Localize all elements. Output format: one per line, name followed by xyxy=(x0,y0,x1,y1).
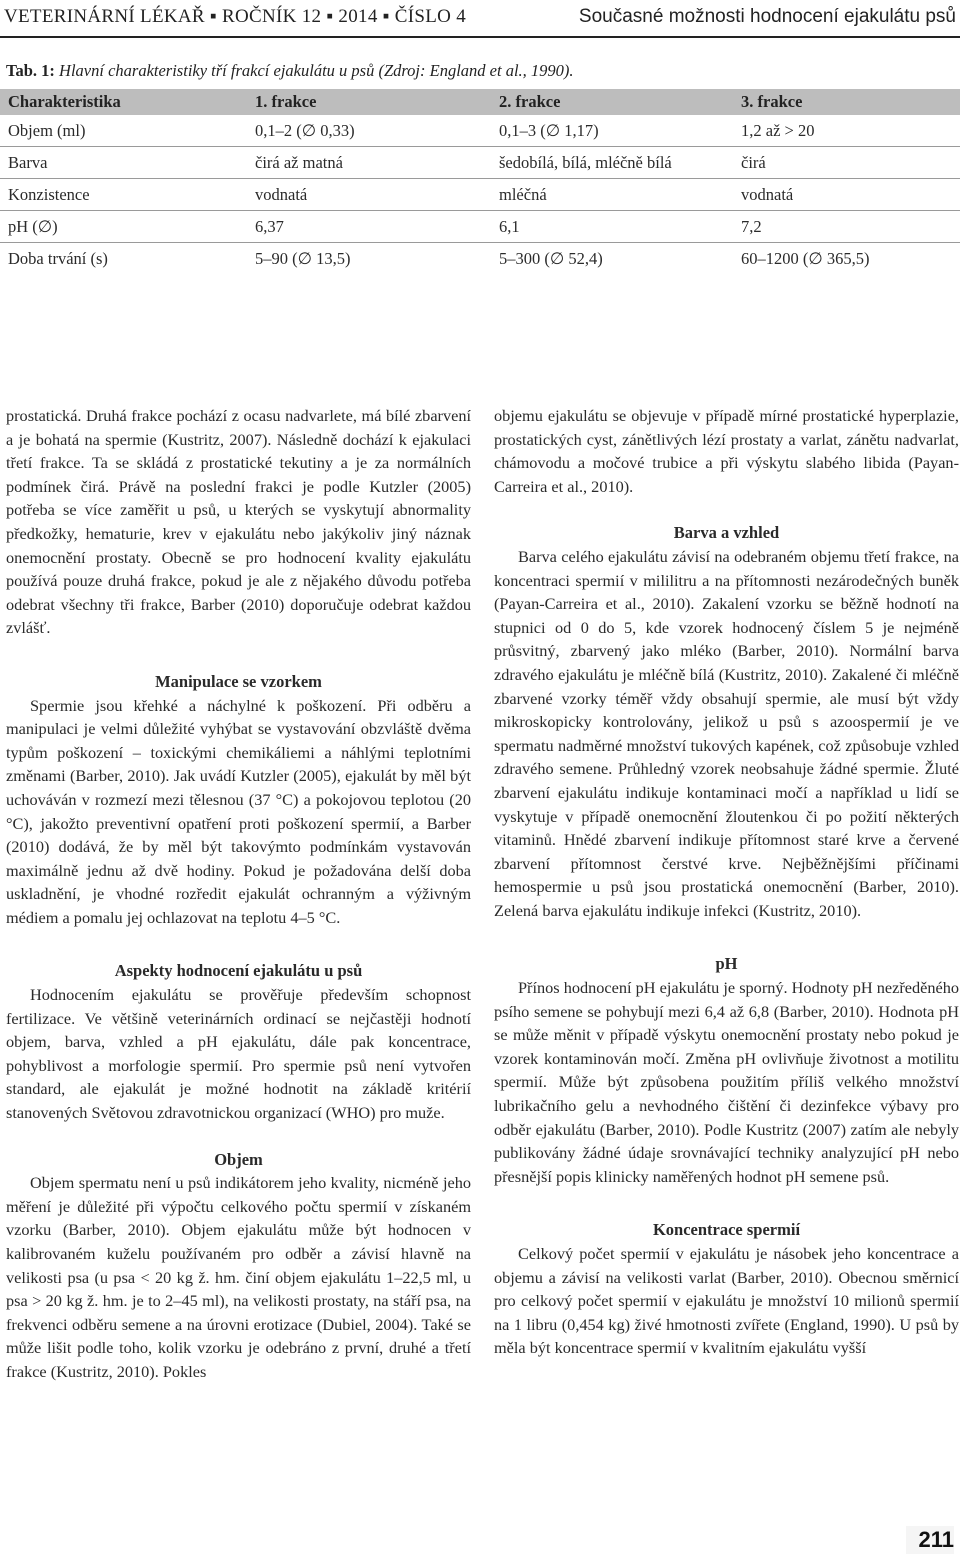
paragraph: Celkový počet spermií v ejakulátu je násobek jeho koncentrace a objemu a závisí na velikosti varlat (Barber, 2010). Obecnou směrnicí pro celkový počet spermií v ejakulátu je množství 10 milionů spermií na 1 libru (0,454 kg) živé hmotnosti zvířete (England, 1990). U psů by měla být koncentrace spermií v kvalitním ejakulátu vyšší xyxy=(494,1244,959,1358)
table-header-cell: 1. frakce xyxy=(247,89,491,115)
characteristics-table xyxy=(0,89,960,274)
table-cell: 5–300 (∅ 52,4) xyxy=(499,248,603,268)
table-row xyxy=(0,243,960,275)
table-cell: 6,1 xyxy=(491,211,733,243)
table-caption xyxy=(6,61,574,81)
paragraph: Hodnocením ejakulátu se prověřuje především schopnost fertilizace. Ve většině veterinárních ordinací se nejčastěji hodnotí objem, barva, vzhled a pH ejakulátu, dále pak koncentrace, pohyblivost a morfologie spermií. Pro spermie psů není vytvořen standard, ale ejakulát je možné hodnotit na základě kritérií stanovených Světovou zdravotnickou organizací (WHO) pro muže. xyxy=(6,985,471,1123)
section-heading: Barva a vzhled xyxy=(673,523,780,543)
paragraph: prostatická. Druhá frakce pochází z ocasu nadvarlete, má bílé zbarvení a je bohatá na spermie (Kustritz, 2007). Následně dochází k ejakulaci třetí frakce. Ta se skládá z prostatické tekutiny a je za normálních podmínek čirá. Právě na poslední frakci je podle Kutzler (2005) potřeba se více zaměřit u psů, u kterých se vyskytují abnormality předkožky, hematurie, krev v ejakulátu nebo jakýkoliv jiný náznak onemocnění prostaty. Obecně se pro hodnocení kvality ejakulátu používá pouze druhá frakce, pokud je ale z nějakého důvodu potřeba odebrat všechny tři frakce, Barber (2010) doporučuje odebrat každou zvlášť. xyxy=(6,406,471,638)
table-caption-label: Tab. 1: xyxy=(6,61,55,80)
header-rule xyxy=(0,36,960,38)
paragraph: Objem spermatu není u psů indikátorem jeho kvality, nicméně jeho měření je důležité při výpočtu celkového počtu spermií v získaném vzorku (Barber, 2010). Objem ejakulátu může být hodnocen v kalibrovaném kuželu používaném pro odběr a závisí hlavně na velikosti psa (u psa < 20 kg ž. hm. činí objem ejakulátu 1–22,5 ml, u psa > 20 kg ž. hm. je to 2–45 ml), na velikosti prostaty, na stáří psa, na frekvenci odběru semene a na úrovni erotizace (Dubiel, 2004). Také se může lišit podle toho, kolik vzorku je odebráno z první, druhé a třetí frakce (Kustritz, 2010). Pokles xyxy=(6,1173,471,1381)
table-cell: pH (∅) xyxy=(0,211,247,243)
table-cell: 7,2 xyxy=(733,211,960,243)
running-header xyxy=(0,0,960,34)
paragraph: Přínos hodnocení pH ejakulátu je sporný. Hodnoty pH nezředěného psího semene se pohybují mezi 6,4 až 6,8 (Barber, 2010). Hodnota pH se může měnit v případě výskytu onemocnění prostaty nebo pokud je vzorek kontaminován močí. Změna pH ovlivňuje životnost a motilitu spermií. Může být způsobena použitím příliš velkého množství lubrikačního gelu a nevhodného čištění či dezinfekce výbavy pro odběr ejakulátu (Barber, 2010). Podle Kustritz (2007) zatím ale nebyly publikovány žádné údaje srovnávající techniky analyzující pH nebo přesnější popis klinicky naměřených hodnot pH semene psů. xyxy=(494,978,959,1186)
table-cell: 60–1200 (∅ 365,5) xyxy=(741,248,870,268)
left-column xyxy=(6,404,471,1384)
table-header-cell: 2. frakce xyxy=(491,89,733,115)
page-number: 211 xyxy=(906,1526,954,1554)
section-heading: Koncentrace spermií xyxy=(652,1220,801,1240)
section-heading: Manipulace se vzorkem xyxy=(155,671,322,691)
table-cell: vodnatá xyxy=(733,179,960,211)
table-cell: šedobílá, bílá, mléčně bílá xyxy=(491,147,733,179)
table-cell: Objem (ml) xyxy=(0,115,247,147)
table-cell: Konzistence xyxy=(0,179,247,211)
table-header-cell: Charakteristika xyxy=(0,89,247,115)
table-cell: 0,1–3 (∅ 1,17) xyxy=(491,115,733,147)
table-cell: 1,2 až > 20 xyxy=(733,115,960,147)
section-heading: Objem xyxy=(214,1149,263,1169)
table-cell: 5–90 (∅ 13,5) xyxy=(255,248,351,268)
table-row xyxy=(0,211,960,243)
journal-title: VETERINÁRNÍ LÉKAŘ ▪ ROČNÍK 12 ▪ 2014 ▪ ČÍSLO 4 xyxy=(4,6,467,27)
table-cell: Doba trvání (s) xyxy=(8,248,108,268)
paragraph: objemu ejakulátu se objevuje v případě mírné prostatické hyperplazie, prostatických cyst, zánětlivých lézí prostaty a varlat, zánětu nadvarlat, chámovodu a močové trubice a při výskytu slabého libida (Payan-Carreira et al., 2010). xyxy=(494,406,959,496)
paragraph: Barva celého ejakulátu závisí na odebraném objemu třetí frakce, na koncentraci spermií v mililitru a na přítomnosti nezárodečných buněk (Payan-Carreira et al., 2010). Zakalení vzorku se běžně hodnotí na stupnici od 0 do 5, kde vzorek hodnocený číslem 5 je nejméně průsvitný, zbarvený jako mléko (Barber, 2010). Normální barva zdravého ejakulátu je mléčně bílá (Kustritz, 2010). Zakalené či mléčně zbarvené vzorky téměř vždy obsahují spermie, ale musí být vždy mikroskopicky kontrolovány, jelikož u psů s azoospermií je ve spermatu nadměrné množství tukových kapének, což způsobuje vzhled zdravého semene. Průhledný vzorek neobsahuje žádné spermie. Žluté zbarvení ejakulátu indikuje kontaminaci močí a například u lidí se vyskytuje v případě onemocnění žloutenkou či po požití některých vitaminů. Hnědé zbarvení indikuje přítomnost staré krve a červené zbarvení přítomnost čerstvé krve. Nejběžnějšími příčinami hemospermie u psů jsou prostatická onemocnění (Barber, 2010). Zelená barva ejakulátu indikuje infekci (Kustritz, 2010). xyxy=(494,546,959,920)
table-cell: 6,37 xyxy=(247,211,491,243)
table-cell: vodnatá xyxy=(247,179,491,211)
table-row xyxy=(0,147,960,179)
table-header-row xyxy=(0,89,960,115)
table-caption-text: Hlavní charakteristiky tří frakcí ejakulátu u psů (Zdroj: England et al., 1990). xyxy=(54,61,574,80)
table-cell: čirá až matná xyxy=(247,147,491,179)
article-running-title: Současné možnosti hodnocení ejakulátu psů xyxy=(578,6,956,27)
table-row xyxy=(0,179,960,211)
section-heading: pH xyxy=(715,954,738,974)
table-header-cell: 3. frakce xyxy=(733,89,960,115)
table-row xyxy=(0,115,960,147)
table-cell: čirá xyxy=(733,147,960,179)
paragraph: Spermie jsou křehké a náchylné k poškození. Při odběru a manipulaci je velmi důležité vyhýbat se vystavování obzvláště dvěma typům poškození – toxickými chemikáliemi a náhlými teplotními změnami (Barber, 2010). Jak uvádí Kutzler (2005), ejakulát by měl být uchováván v rozmezí mezi tělesnou (37 °C) a pokojovou teplotou (20 °C), jakožto preventivní opatření proti poškození spermií, a Barber (2010) dodává, že by měl být takovýmto podmínkám vystavován maximálně jednu až dvě hodiny. Pokud je požadována delší doba uskladnění, je vhodné rozředit ejakulát ochranným a výživným médiem a pomalu jej ochlazovat na teplotu 4–5 °C. xyxy=(6,695,471,927)
right-column xyxy=(494,404,959,1360)
table-cell: mléčná xyxy=(491,179,733,211)
table-cell: 0,1–2 (∅ 0,33) xyxy=(247,115,491,147)
section-heading: Aspekty hodnocení ejakulátu u psů xyxy=(114,961,363,981)
table-cell: Barva xyxy=(0,147,247,179)
